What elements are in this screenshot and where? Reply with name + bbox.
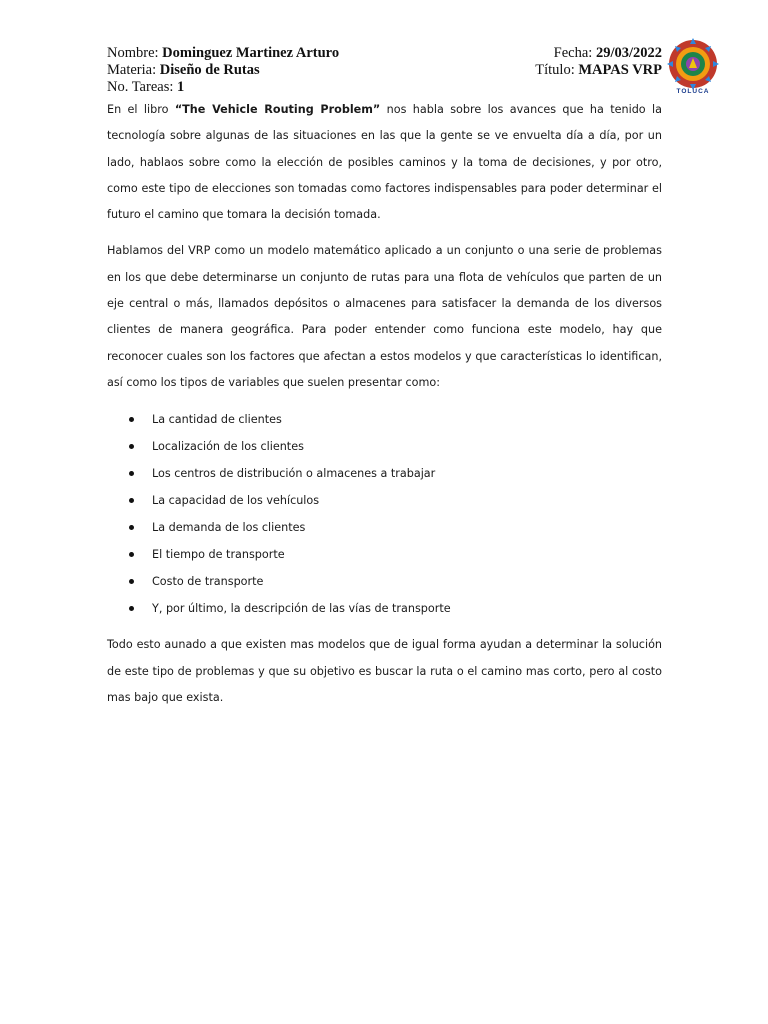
bullet-icon [129, 471, 134, 476]
list-item [107, 568, 662, 595]
date-label: Fecha: [553, 45, 593, 61]
list-item [107, 406, 662, 433]
paragraph-intro [107, 97, 662, 228]
paragraph-intro-start: En el libro [107, 103, 175, 116]
list-item [107, 514, 662, 541]
date-value: 29/03/2022 [595, 45, 662, 61]
subject-field [107, 62, 260, 79]
paragraph-vrp: Hablamos del VRP como un modelo matemático aplicado a un conjunto o una serie de problemas en los que debe determinarse un conjunto de rutas para una flota de vehículos que parten de un eje central o más, llamados depósitos o almacenes para satisfacer la demanda de los diversos clientes de manera geográfica. Para poder entender como funciona este modelo, hay que reconocer cuales son los factores que afectan a estos modelos y que características lo identifican, así como los tipos de variables que suelen presentar como: [107, 244, 662, 389]
list-item-text: La cantidad de clientes [152, 413, 282, 427]
toluca-emblem-icon [664, 37, 722, 95]
list-item [107, 595, 662, 622]
list-item-text: La demanda de los clientes [152, 521, 306, 535]
factors-list [107, 406, 662, 622]
list-item-text: Localización de los clientes [152, 440, 304, 454]
list-item [107, 487, 662, 514]
tasks-label: No. Tareas: [107, 79, 174, 95]
bullet-icon [129, 417, 134, 422]
date-field [554, 45, 662, 62]
bullet-icon [129, 444, 134, 449]
list-item-text: La capacidad de los vehículos [152, 494, 320, 508]
list-item-text: El tiempo de transporte [152, 548, 285, 562]
bullet-icon [129, 525, 134, 530]
bullet-icon [129, 579, 134, 584]
header-row-3 [107, 79, 662, 96]
document-body [107, 97, 662, 711]
subject-label: Materia: [107, 62, 157, 78]
header-row-2 [107, 62, 662, 79]
list-item-text: Costo de transporte [152, 575, 264, 589]
title-field [535, 62, 662, 79]
list-item [107, 541, 662, 568]
paragraph-intro-rest: nos habla sobre los avances que ha tenido la tecnología sobre algunas de las situaciones en las que la gente se ve envuelta día a día, por un lado, hablaos sobre como la elección de posibles caminos y la toma de decisiones, y por otro, como este tipo de elecciones son tomadas como factores indispensables para poder determinar el futuro el camino que tomara la decisión tomada. [107, 103, 662, 222]
book-title: “The Vehicle Routing Problem” [174, 103, 381, 116]
tasks-field [107, 79, 184, 96]
bullet-icon [129, 606, 134, 611]
bullet-icon [129, 552, 134, 557]
paragraph-conclusion: Todo esto aunado a que existen mas modelos que de igual forma ayudan a determinar la solución de este tipo de problemas y que su objetivo es buscar la ruta o el camino mas corto, pero al costo mas bajo que exista. [107, 638, 662, 704]
logo-text: TOLUCA [676, 88, 710, 95]
name-value: Dominguez Martinez Arturo [162, 45, 340, 61]
document-header [107, 45, 662, 96]
name-field [107, 45, 339, 62]
subject-value: Diseño de Rutas [159, 62, 260, 78]
tasks-value: 1 [177, 79, 185, 95]
bullet-icon [129, 498, 134, 503]
list-item-text: Los centros de distribución o almacenes a trabajar [152, 467, 436, 481]
title-value: MAPAS VRP [578, 62, 662, 78]
header-row-1 [107, 45, 662, 62]
name-label: Nombre: [107, 45, 159, 61]
title-label: Título: [535, 62, 575, 78]
list-item-text: Y, por último, la descripción de las vías de transporte [152, 602, 451, 616]
list-item [107, 433, 662, 460]
list-item [107, 460, 662, 487]
